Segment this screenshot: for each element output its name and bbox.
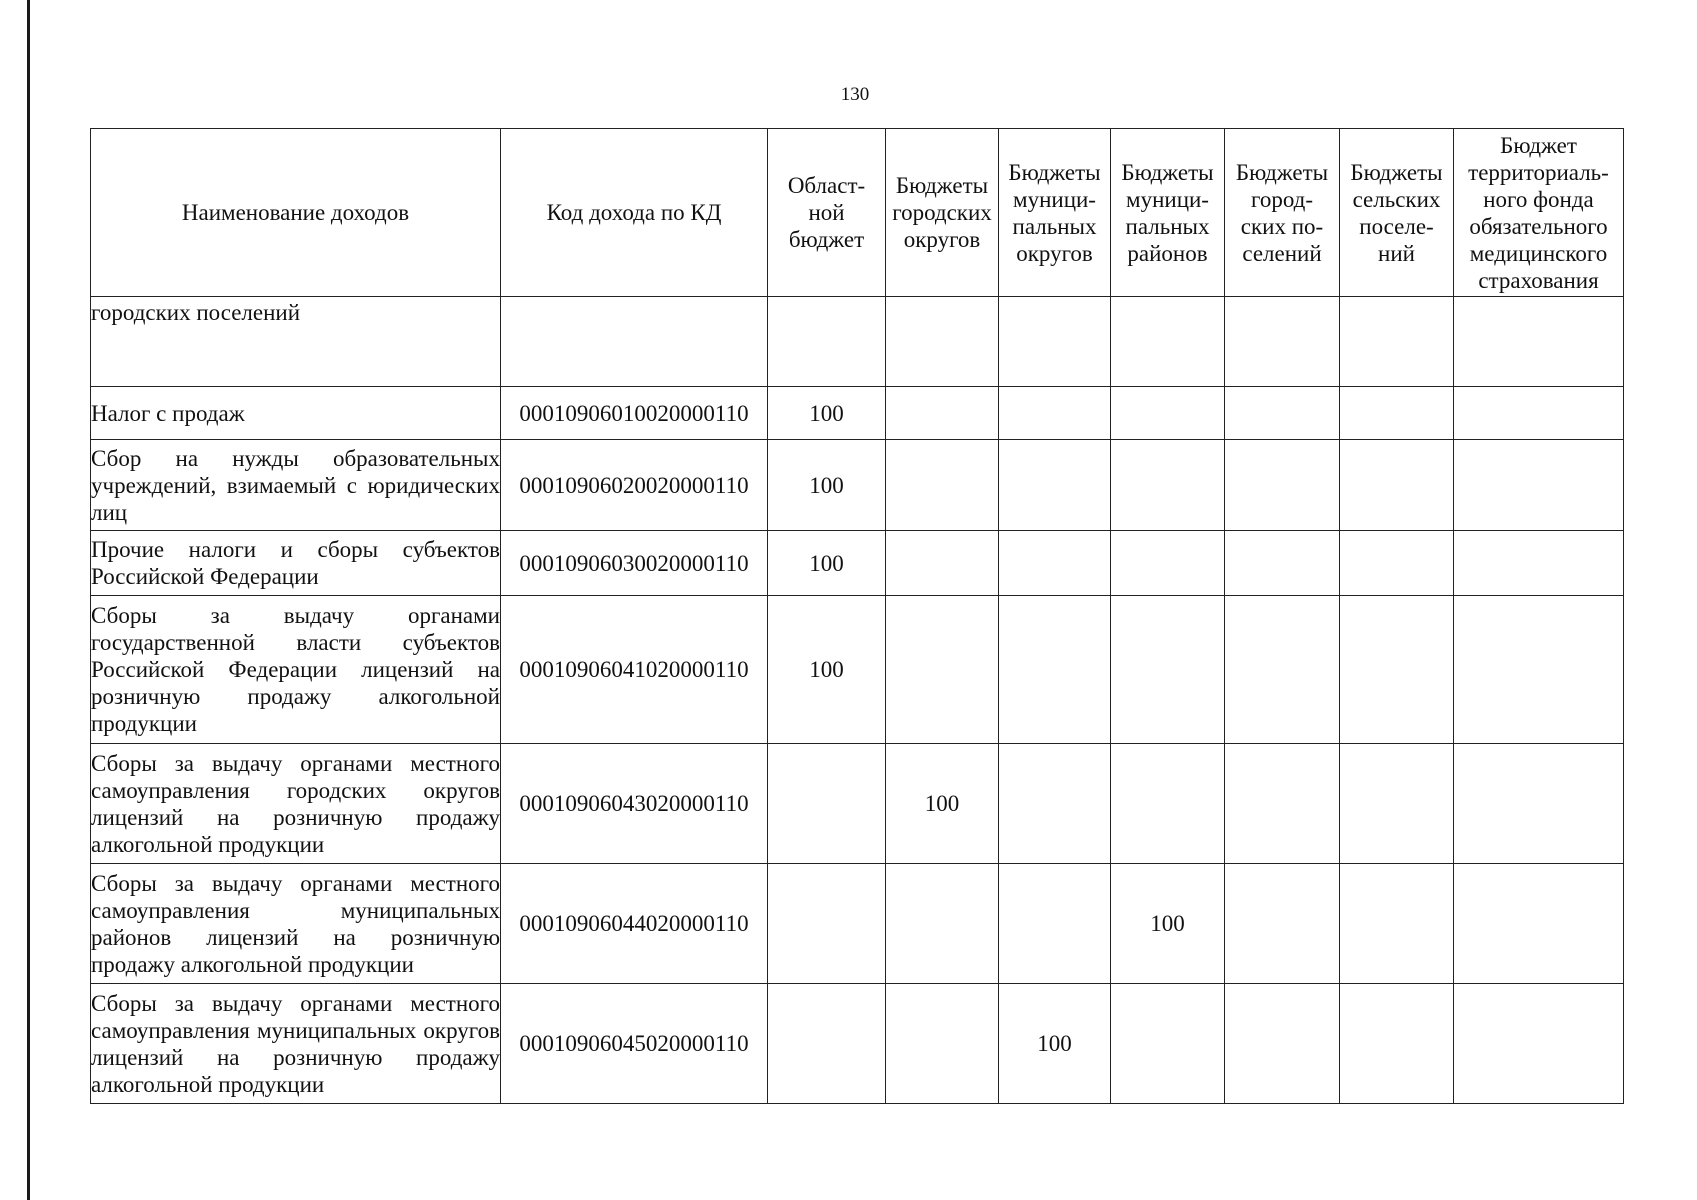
- table-row: [91, 387, 1624, 440]
- row-value: [886, 864, 999, 984]
- row-value: [1225, 531, 1340, 596]
- row-value: 100: [999, 984, 1111, 1104]
- header-municipal-okrugs-text: Бюджеты муници- пальных округов: [1008, 159, 1101, 266]
- row-value: [886, 387, 999, 440]
- row-value: [1340, 596, 1454, 744]
- header-medical-insurance-fund-text: Бюджет территориаль- ного фонда обязательного медицинского страхования: [1468, 132, 1609, 293]
- row-value: [1340, 864, 1454, 984]
- row-value: [1111, 744, 1225, 864]
- row-value: [768, 984, 886, 1104]
- row-code: 00010906041020000110: [501, 596, 768, 744]
- row-value: [1225, 297, 1340, 387]
- table-row: [91, 744, 1624, 864]
- row-name: Сбор на нужды образовательных учреждений, взимаемый с юридических лиц: [91, 440, 501, 531]
- row-value: [1454, 440, 1624, 531]
- row-value: [999, 864, 1111, 984]
- row-value: [886, 531, 999, 596]
- page-number: 130: [840, 84, 870, 105]
- row-name: Сборы за выдачу органами местного самоуправления муниципальных районов лицензий на розничную продажу алкогольной продукции: [91, 864, 501, 984]
- header-name: Наименование доходов: [91, 129, 501, 297]
- revenue-table: [90, 128, 1624, 1104]
- header-urban-settlements-text: Бюджеты город- ских по- селений: [1235, 159, 1329, 266]
- row-value: [768, 864, 886, 984]
- row-name: Прочие налоги и сборы субъектов Российской Федерации: [91, 531, 501, 596]
- row-value: [1111, 531, 1225, 596]
- row-code: 00010906045020000110: [501, 984, 768, 1104]
- row-value: [1340, 297, 1454, 387]
- table-row: [91, 596, 1624, 744]
- row-name: городских поселений: [91, 297, 501, 387]
- row-value: [1454, 984, 1624, 1104]
- row-name: Сборы за выдачу органами государственной власти субъектов Российской Федерации лицензий на розничную продажу алкогольной продукции: [91, 596, 501, 744]
- row-value: [1225, 596, 1340, 744]
- row-value: [1225, 864, 1340, 984]
- header-city-districts: [886, 129, 999, 297]
- row-value: [886, 297, 999, 387]
- row-value: [886, 440, 999, 531]
- header-regional-budget: [768, 129, 886, 297]
- row-value: 100: [1111, 864, 1225, 984]
- row-value: [1111, 387, 1225, 440]
- table-row: [91, 864, 1624, 984]
- row-value: 100: [768, 596, 886, 744]
- header-city-districts-text: Бюджеты городских округов: [892, 173, 992, 252]
- row-value: [1340, 440, 1454, 531]
- row-value: [1454, 744, 1624, 864]
- row-value: [1225, 440, 1340, 531]
- row-code: 00010906010020000110: [501, 387, 768, 440]
- row-value: [1454, 864, 1624, 984]
- header-municipal-districts: [1111, 129, 1225, 297]
- row-value: [999, 596, 1111, 744]
- row-name: Сборы за выдачу органами местного самоуправления городских округов лицензий на розничную продажу алкогольной продукции: [91, 744, 501, 864]
- table-row: [91, 440, 1624, 531]
- row-code: [501, 297, 768, 387]
- row-code: 00010906030020000110: [501, 531, 768, 596]
- row-value: [886, 984, 999, 1104]
- row-value: 100: [768, 387, 886, 440]
- row-value: [1340, 984, 1454, 1104]
- header-code: Код дохода по КД: [501, 129, 768, 297]
- row-value: [768, 297, 886, 387]
- row-value: [999, 297, 1111, 387]
- header-urban-settlements: [1225, 129, 1340, 297]
- row-code: 00010906044020000110: [501, 864, 768, 984]
- row-value: [1454, 531, 1624, 596]
- row-value: [886, 596, 999, 744]
- row-value: [1225, 744, 1340, 864]
- header-rural-settlements-text: Бюджеты сельских поселе- ний: [1350, 159, 1443, 266]
- row-value: [999, 531, 1111, 596]
- row-value: [999, 440, 1111, 531]
- row-name: Налог с продаж: [91, 387, 501, 440]
- row-value: 100: [768, 440, 886, 531]
- row-code: 00010906043020000110: [501, 744, 768, 864]
- header-municipal-okrugs: [999, 129, 1111, 297]
- row-value: [999, 387, 1111, 440]
- row-value: [1454, 297, 1624, 387]
- row-value: [1454, 387, 1624, 440]
- row-name: Сборы за выдачу органами местного самоуправления муниципальных округов лицензий на розничную продажу алкогольной продукции: [91, 984, 501, 1104]
- row-value: [1340, 531, 1454, 596]
- table-row: [91, 531, 1624, 596]
- row-value: [1111, 596, 1225, 744]
- header-rural-settlements: [1340, 129, 1454, 297]
- header-medical-insurance-fund: [1454, 129, 1624, 297]
- row-value: [1225, 387, 1340, 440]
- table-row: [91, 297, 1624, 387]
- table-row: [91, 984, 1624, 1104]
- row-value: [768, 744, 886, 864]
- row-value: [1111, 440, 1225, 531]
- header-regional-budget-text: Област- ной бюджет: [787, 173, 866, 252]
- binding-margin-line: [27, 0, 30, 1200]
- row-value: [1340, 744, 1454, 864]
- row-value: [999, 744, 1111, 864]
- row-value: [1454, 596, 1624, 744]
- row-value: 100: [886, 744, 999, 864]
- row-code: 00010906020020000110: [501, 440, 768, 531]
- header-municipal-districts-text: Бюджеты муници- пальных районов: [1121, 159, 1214, 266]
- row-value: [1111, 297, 1225, 387]
- row-value: [1225, 984, 1340, 1104]
- row-value: [1340, 387, 1454, 440]
- row-value: [1111, 984, 1225, 1104]
- row-value: 100: [768, 531, 886, 596]
- header-row: [91, 129, 1624, 297]
